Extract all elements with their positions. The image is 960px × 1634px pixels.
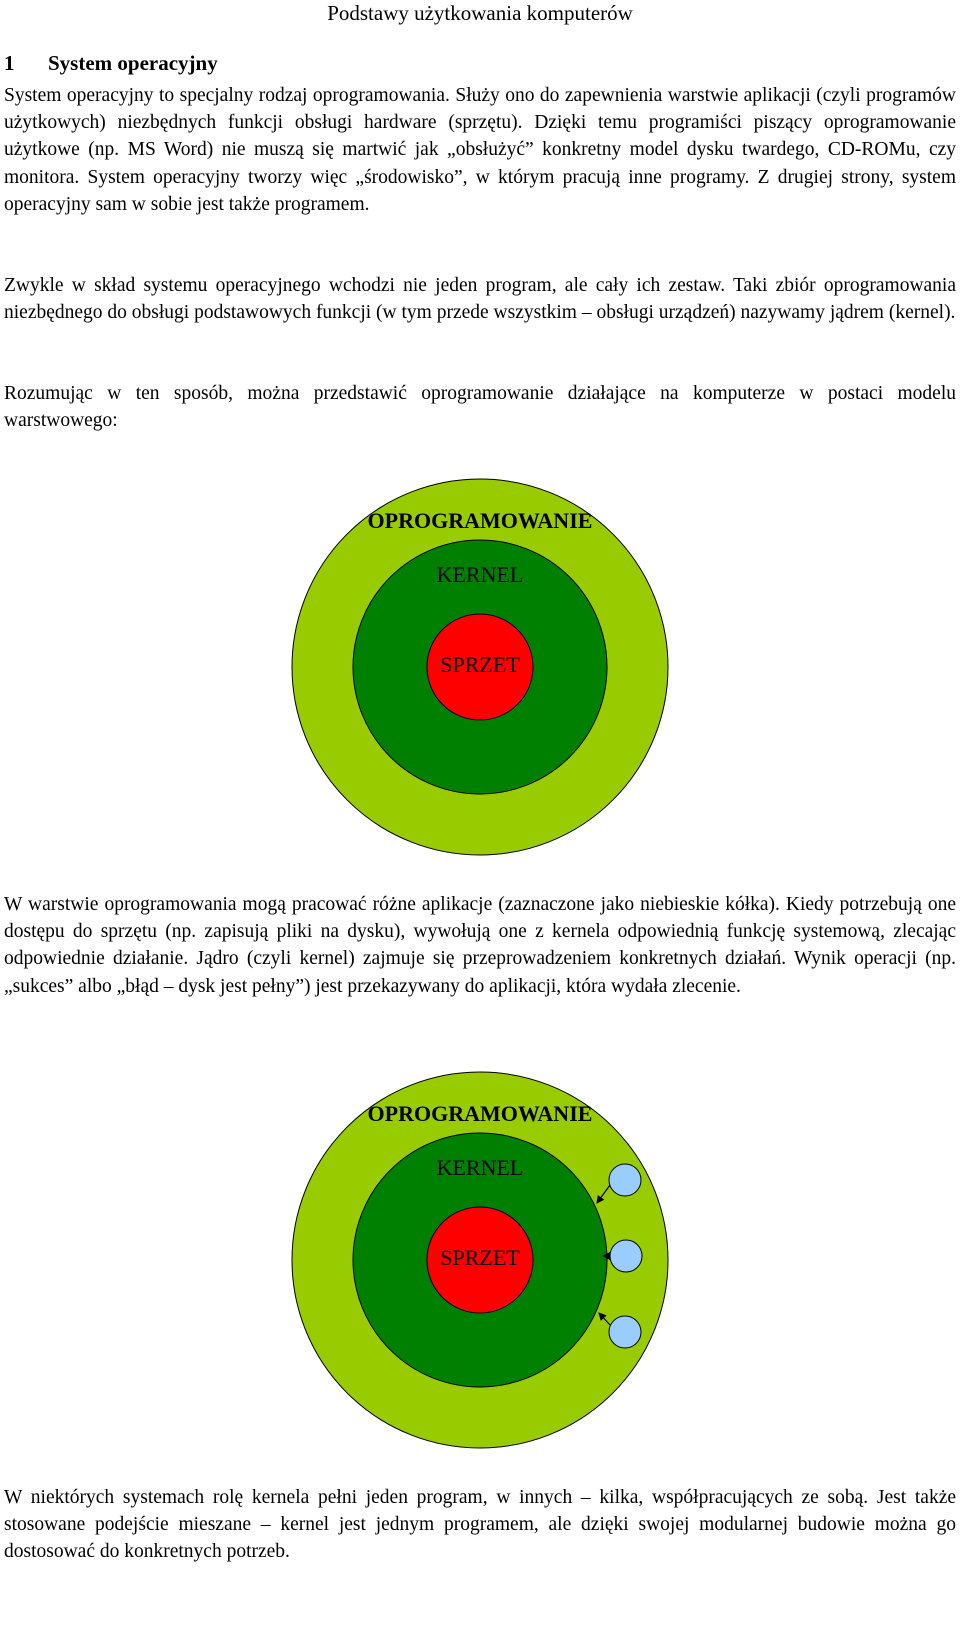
layer-model-apps-svg: [290, 1070, 670, 1450]
application-circle: [610, 1240, 642, 1272]
hardware-layer-label: SPRZET: [440, 652, 520, 677]
layer-model-diagram: [290, 477, 670, 857]
paragraph-layer-model-intro: Rozumując w ten sposób, można przedstawić oprogramowanie działające na komputerze w postaci modelu warstwowego:: [4, 383, 956, 432]
kernel-layer-label: KERNEL: [436, 562, 524, 587]
paragraph-kernel-definition: Zwykle w skład systemu operacyjnego wchodzi nie jeden program, ale cały ich zestaw. Taki zbiór oprogramowania niezbędnego do obsługi podstawowych funkcji (w tym przede wszystkim – obsługi urządzeń) nazywamy jądrem (kernel).: [4, 275, 956, 324]
software-layer-label: OPROGRAMOWANIE: [367, 1101, 593, 1126]
software-layer-label: OPROGRAMOWANIE: [367, 508, 593, 533]
section-number: 1: [4, 51, 15, 75]
layer-model-apps-diagram: [290, 1070, 670, 1450]
application-circle: [609, 1316, 641, 1348]
paragraph-applications: W warstwie oprogramowania mogą pracować różne aplikacje (zaznaczone jako niebieskie kółka). Kiedy potrzebują one dostępu do sprzętu (np. zapisują pliki na dysku), wywołują one z kernela odpowiednią funkcję systemową, zlecając odpowiednie działanie. Jądro (czyli kernel) zajmuje się przeprowadzeniem konkretnych działań. Wynik operacji (np. „sukces” albo „błąd – dysk jest pełny”) jest przekazywany do aplikacji, która wydała zlecenie.: [4, 894, 956, 997]
hardware-layer-label: SPRZET: [440, 1245, 520, 1270]
layer-model-svg: [290, 477, 670, 857]
paragraph-intro: System operacyjny to specjalny rodzaj oprogramowania. Służy ono do zapewnienia warstwie aplikacji (czyli programów użytkowych) niezbędnych funkcji obsługi hardware (sprzętu). Dzięki temu programiści piszący oprogramowanie użytkowe (np. MS Word) nie muszą się martwić jak „obsłużyć” konkretny model dysku twardego, CD-ROMu, czy monitora. System operacyjny tworzy więc „środowisko”, w którym pracują inne programy. Z drugiej strony, system operacyjny sam w sobie jest także programem.: [4, 85, 956, 215]
section-title: System operacyjny: [48, 51, 218, 75]
page-header: Podstawy użytkowania komputerów: [327, 1, 633, 25]
kernel-layer-label: KERNEL: [436, 1155, 524, 1180]
application-circle: [609, 1164, 641, 1196]
paragraph-kernel-variants: W niektórych systemach rolę kernela pełni jeden program, w innych – kilka, współpracujących ze sobą. Jest także stosowane podejście mieszane – kernel jest jednym programem, ale dzięki swojej modularnej budowie można go dostosować do konkretnych potrzeb.: [4, 1487, 956, 1563]
section-heading: [4, 50, 218, 76]
